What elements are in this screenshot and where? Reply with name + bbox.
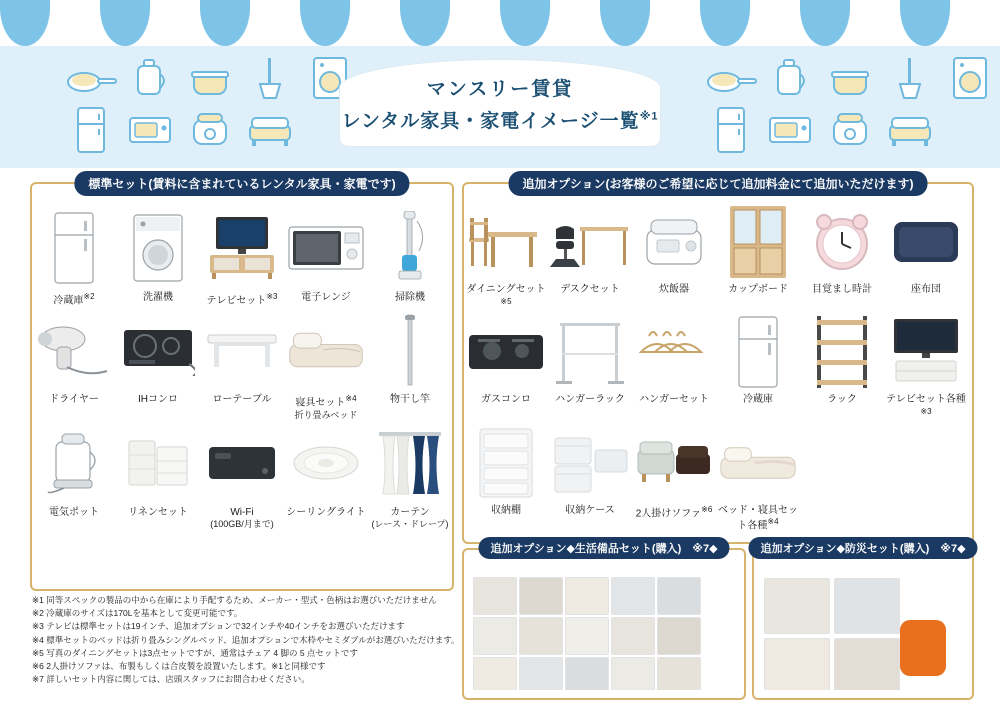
title-line-1: マンスリー賃貸 [426, 78, 574, 100]
gas-stove-icon [465, 312, 547, 392]
scallop-segment [300, 0, 350, 46]
header-icons-right [700, 52, 1000, 156]
goods-photo [519, 577, 563, 615]
product-item [716, 312, 800, 422]
bed-bedding-icon [717, 423, 799, 503]
wifi-router-icon [202, 421, 282, 505]
product-label: 寝具セット$^{※4}$ 折り畳みベッド [294, 393, 358, 420]
scallop-segment [0, 0, 50, 46]
tv-set-icon [885, 312, 967, 392]
scallop-segment [450, 0, 500, 46]
refrigerator-icon [717, 312, 799, 392]
disaster-photo [764, 638, 830, 690]
product-label: カップボード [728, 284, 788, 295]
product-item [716, 202, 800, 312]
kettle-icon [760, 52, 820, 104]
washing-machine-icon [118, 206, 198, 290]
footnote-5: ※5 写真のダイニングセットは3点セットですが、通常はチェア 4 脚の 5 点セットです [32, 647, 358, 658]
product-item [284, 308, 368, 421]
hanger-set-icon [633, 312, 715, 392]
product-item [464, 312, 548, 422]
header-icons-left [60, 52, 360, 156]
frying-pan-icon [700, 52, 760, 104]
scallop-segment [350, 0, 400, 46]
page-title [340, 60, 660, 146]
goods-photo [473, 577, 517, 615]
product-label: ハンガーセット [639, 394, 709, 406]
product-label: シーリングライト [286, 506, 366, 518]
goods-photo [473, 657, 517, 690]
product-label: 2人掛けソファ$^{※6}$ [635, 504, 713, 519]
product-label: 目覚まし時計 [812, 284, 872, 295]
footnote-1: ※1 同等スペックの製品の中から在庫により手配するため、メーカー・型式・色柄はお選びいただけません [32, 595, 437, 605]
cupboard-icon [717, 202, 799, 282]
vacuum-icon [370, 206, 450, 290]
footnote-3: ※3 テレビは標準セットは19インチ、追加オプションで32インチや40インチをお選びいただけます [32, 621, 405, 632]
pot-icon [180, 52, 240, 104]
product-item [116, 308, 200, 421]
scallop-segment [400, 0, 450, 46]
pot-icon [820, 52, 880, 104]
kettle-icon [120, 52, 180, 104]
goods-photo [565, 617, 609, 655]
scallop-segment [500, 0, 550, 46]
goods-photo [565, 577, 609, 615]
scallop-segment [850, 0, 900, 46]
goods-photo [657, 617, 701, 655]
scallop-segment [550, 0, 600, 46]
tv-stand-icon [202, 206, 282, 290]
option-panel-title: 追加オプション(お客様のご希望に応じて追加料金にて追加いただけます) [509, 171, 928, 196]
product-item [32, 421, 116, 531]
microwave-icon [286, 206, 366, 290]
product-label: ローテーブル [212, 393, 272, 405]
product-item [368, 308, 452, 421]
goods-photo [565, 657, 609, 690]
product-label: Wi-Fi (100GB/月まで) [210, 506, 274, 530]
hanger-rack-icon [549, 312, 631, 392]
desk-set-icon [549, 202, 631, 282]
rice-cooker-icon [633, 202, 715, 282]
curtain-icon [370, 421, 450, 505]
goods-photo [611, 577, 655, 615]
product-label: 座布団 [911, 284, 941, 295]
bedding-set-icon [286, 308, 366, 392]
product-label: ドライヤー [49, 393, 99, 405]
mop-icon [240, 52, 300, 104]
product-label: 掃除機 [395, 292, 425, 303]
product-label: 収納棚 [491, 504, 521, 516]
product-label: 収納ケース [565, 504, 615, 516]
scallop-segment [950, 0, 1000, 46]
footnote-4: ※4 標準セットのベッドは折り畳みシングルベッド、追加オプションで木枠やセミダブルがお選びいただけます。 [32, 634, 460, 645]
goods-photo [657, 657, 701, 690]
product-label: ベッド・寝具セット各種$^{※4}$ [718, 504, 798, 532]
product-item [284, 421, 368, 531]
scallop-segment [700, 0, 750, 46]
product-item [368, 421, 452, 531]
title-line-2: レンタル家具・家電イメージ一覧$^{※1}$ [341, 110, 659, 132]
scallop-segment [600, 0, 650, 46]
product-label: ダイニングセット$^{※5}$ [466, 284, 546, 306]
rice-cooker-icon [820, 104, 880, 156]
disaster-photo [834, 638, 900, 690]
title-note: ※1 [639, 110, 659, 123]
storage-chest-icon [465, 423, 547, 503]
product-label: 炊飯器 [659, 284, 689, 295]
ceiling-light-icon [286, 421, 366, 505]
ih-cooktop-icon [118, 308, 198, 392]
frying-pan-icon [60, 52, 120, 104]
product-item [200, 421, 284, 531]
product-label: テレビセット$^{※3}$ [206, 292, 278, 307]
product-item [32, 206, 116, 308]
scallop-segment [800, 0, 850, 46]
laundry-pole-icon [370, 308, 450, 392]
product-item [548, 423, 632, 533]
living-goods-panel [462, 543, 746, 700]
product-label: デスクセット [560, 284, 620, 295]
product-item [116, 421, 200, 531]
product-item [716, 423, 800, 533]
scallop-segment [250, 0, 300, 46]
sofa-icon [240, 104, 300, 156]
mop-icon [880, 52, 940, 104]
sofa-icon [880, 104, 940, 156]
page-header [0, 0, 1000, 168]
product-label: 電子レンジ [301, 292, 351, 303]
product-item [800, 312, 884, 422]
scallop-segment [100, 0, 150, 46]
product-label: ラック [827, 394, 857, 406]
product-label: ハンガーラック [555, 394, 625, 406]
footnote-6: ※6 2人掛けソファは、布製もしくは合皮製を設置いたします。※1と同様です [32, 660, 326, 671]
option-panel [462, 177, 974, 544]
product-item [116, 206, 200, 308]
linen-set-icon [118, 421, 198, 505]
scallop-segment [750, 0, 800, 46]
washing-machine-icon [940, 52, 1000, 104]
product-item [548, 202, 632, 312]
goods-photo [519, 657, 563, 690]
product-item [884, 202, 968, 312]
awning-decoration [0, 0, 1000, 46]
scallop-segment [200, 0, 250, 46]
goods-photo [473, 617, 517, 655]
disaster-kit-title: 追加オプション◆防災セット(購入) ※7◆ [748, 537, 977, 559]
product-label: 電気ポット [49, 506, 99, 518]
shelf-rack-icon [801, 312, 883, 392]
disaster-kit-photos [762, 576, 964, 690]
standard-set-title: 標準セット(賃料に含まれているレンタル家具・家電です) [74, 171, 409, 196]
storage-case-icon [549, 423, 631, 503]
two-seat-sofa-icon [633, 423, 715, 503]
product-item [800, 202, 884, 312]
product-item [368, 206, 452, 308]
refrigerator-icon [700, 104, 760, 156]
product-item [200, 206, 284, 308]
living-goods-photos [472, 576, 736, 690]
dining-set-icon [465, 202, 547, 282]
electric-kettle-icon [34, 421, 114, 505]
product-label: 冷蔵庫$^{※2}$ [53, 292, 95, 307]
disaster-photo [764, 578, 830, 634]
product-item [464, 423, 548, 533]
product-item [632, 202, 716, 312]
goods-photo [657, 577, 701, 615]
product-item [632, 423, 716, 533]
footnote-7: ※7 詳しいセット内容に関しては、店頭スタッフにお問合わせください。 [32, 674, 310, 685]
footnotes [32, 594, 460, 686]
product-item [884, 312, 968, 422]
refrigerator-icon [60, 104, 120, 156]
disaster-photo [834, 578, 900, 634]
goods-photo [611, 617, 655, 655]
product-label: 冷蔵庫 [743, 394, 773, 406]
product-item [284, 206, 368, 308]
standard-set-grid [32, 202, 452, 531]
product-label: 物干し竿 [390, 393, 430, 405]
scallop-segment [900, 0, 950, 46]
standard-set-panel [30, 177, 454, 591]
hair-dryer-icon [34, 308, 114, 392]
scallop-segment [150, 0, 200, 46]
goods-photo [611, 657, 655, 690]
floor-cushion-icon [885, 202, 967, 282]
product-item [200, 308, 284, 421]
scallop-segment [650, 0, 700, 46]
product-label: ガスコンロ [481, 394, 531, 406]
product-item [32, 308, 116, 421]
microwave-icon [120, 104, 180, 156]
product-item [464, 202, 548, 312]
refrigerator-icon [34, 206, 114, 290]
emergency-backpack-icon [900, 620, 946, 676]
scallop-segment [50, 0, 100, 46]
product-item [548, 312, 632, 422]
option-grid [464, 202, 972, 533]
low-table-icon [202, 308, 282, 392]
alarm-clock-icon [801, 202, 883, 282]
living-goods-title: 追加オプション◆生活備品セット(購入) ※7◆ [478, 537, 729, 559]
product-label: 洗濯機 [143, 292, 173, 303]
product-label: テレビセット各種$^{※3}$ [886, 394, 966, 416]
footnote-2: ※2 冷蔵庫のサイズは170Lを基本として変更可能です。 [32, 608, 243, 619]
product-label: リネンセット [128, 506, 188, 518]
product-label: IHコンロ [138, 393, 178, 405]
product-label: カーテン (レース・ドレープ) [371, 506, 449, 530]
goods-photo [519, 617, 563, 655]
disaster-kit-panel [752, 543, 974, 700]
product-item [632, 312, 716, 422]
microwave-icon [760, 104, 820, 156]
rice-cooker-icon [180, 104, 240, 156]
